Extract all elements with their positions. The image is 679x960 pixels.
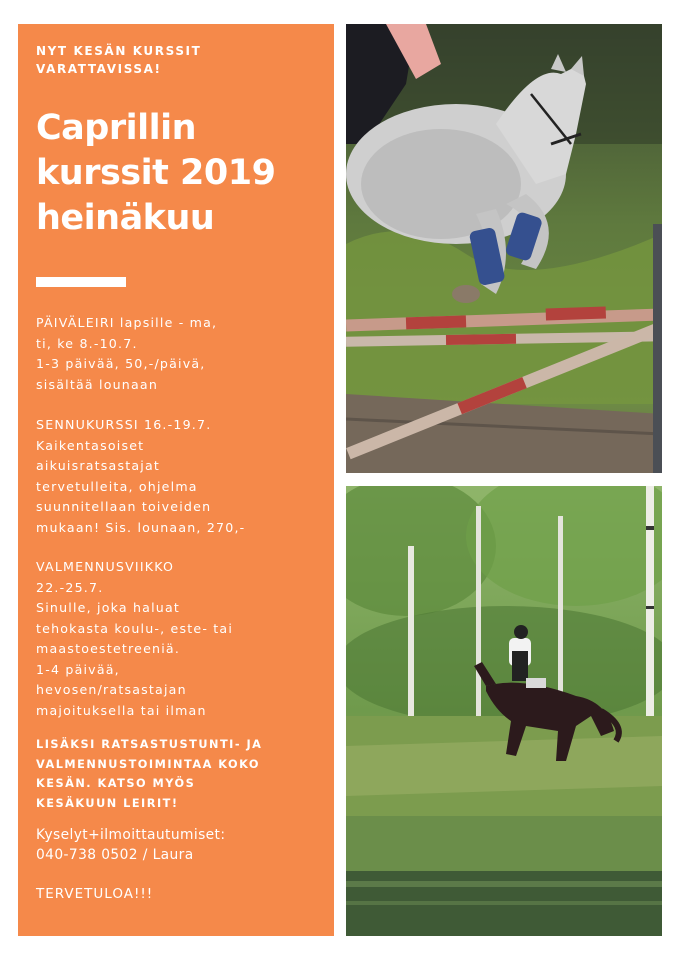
section-line: 22.-25.7. bbox=[36, 579, 104, 595]
welcome-text: TERVETULOA!!! bbox=[36, 886, 154, 902]
section-line: Sinulle, joka haluat bbox=[36, 600, 181, 615]
section-line: tervetulleita, ohjelma bbox=[36, 478, 198, 494]
extra-activities bbox=[36, 735, 321, 813]
title-line: Caprillin bbox=[36, 108, 197, 148]
section-line: majoituksella tai ilman bbox=[36, 702, 207, 718]
section-sennu-course bbox=[36, 415, 321, 538]
contact-phone: 040-738 0502 / Laura bbox=[36, 847, 194, 863]
divider-bar bbox=[36, 277, 126, 287]
extra-line: KESÄKUUN LEIRIT! bbox=[36, 796, 179, 810]
extra-line: VALMENNUSTOIMINTAA KOKO bbox=[36, 757, 260, 771]
section-line: SENNUKURSSI 16.-19.7. bbox=[36, 417, 212, 432]
section-line: mukaan! Sis. lounaan, 270,- bbox=[36, 519, 246, 535]
photo-horse-forest bbox=[346, 486, 662, 936]
title-line: kurssit 2019 bbox=[36, 153, 276, 193]
kicker-line: NYT KESÄN KURSSIT bbox=[36, 44, 202, 58]
section-line: tehokasta koulu-, este- tai bbox=[36, 620, 234, 636]
section-line: 1-4 päivää, bbox=[36, 661, 120, 677]
extra-line: LISÄKSI RATSASTUSTUNTI- JA bbox=[36, 738, 263, 751]
title-line: heinäkuu bbox=[36, 198, 215, 238]
section-line: VALMENNUSVIIKKO bbox=[36, 559, 175, 574]
contact-line: Kyselyt+ilmoittautumiset: bbox=[36, 827, 226, 843]
section-line: Kaikentasoiset bbox=[36, 437, 145, 453]
poster-title bbox=[36, 106, 326, 241]
photo-horse-jumping bbox=[346, 24, 662, 473]
section-line: aikuisratsastajat bbox=[36, 458, 161, 473]
kicker-line: VARATTAVISSA! bbox=[36, 62, 162, 76]
section-training-week bbox=[36, 557, 321, 721]
kicker-text bbox=[36, 42, 316, 78]
section-line: suunnitellaan toiveiden bbox=[36, 499, 212, 514]
info-panel bbox=[18, 24, 334, 936]
section-line: PÄIVÄLEIRI lapsille - ma, bbox=[36, 315, 218, 330]
section-line: sisältää lounaan bbox=[36, 376, 158, 392]
section-line: maastoestetreeniä. bbox=[36, 641, 181, 656]
horse-jumping-image bbox=[346, 24, 662, 473]
section-line: ti, ke 8.-10.7. bbox=[36, 335, 138, 351]
section-day-camp bbox=[36, 313, 321, 395]
horse-forest-image bbox=[346, 486, 662, 936]
section-line: hevosen/ratsastajan bbox=[36, 682, 187, 697]
contact-info bbox=[36, 825, 326, 865]
extra-line: KESÄN. KATSO MYÖS bbox=[36, 777, 196, 790]
section-line: 1-3 päivää, 50,-/päivä, bbox=[36, 356, 206, 371]
